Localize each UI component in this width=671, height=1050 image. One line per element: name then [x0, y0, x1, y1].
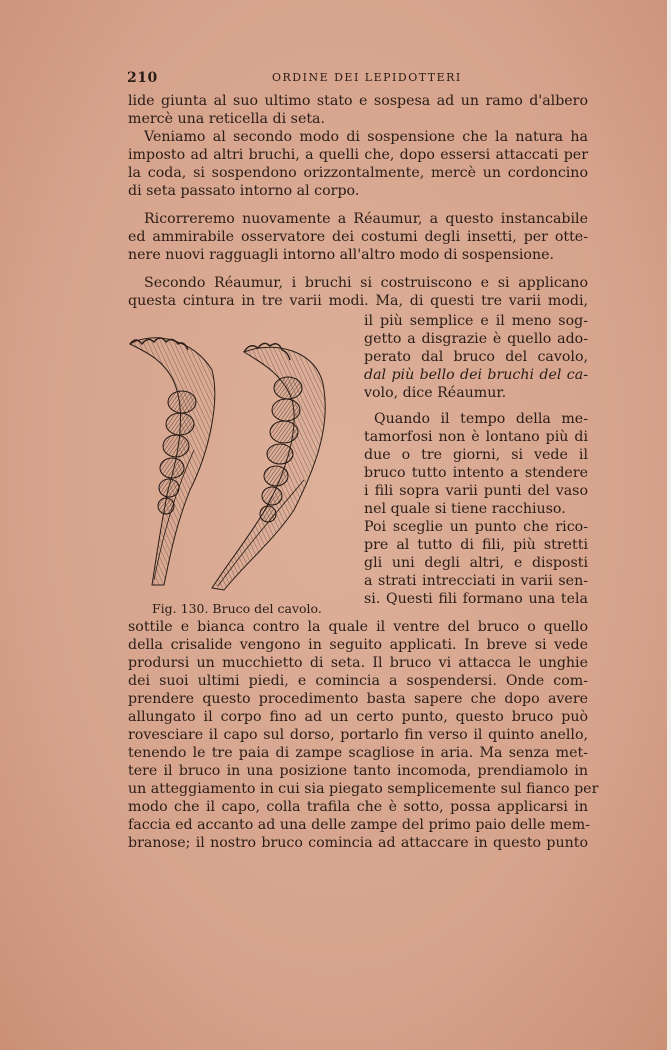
- text-line: branose; il nostro bruco comincia ad attaccare in questo punto: [128, 835, 588, 851]
- text-line: imposto ad altri bruchi, a quelli che, dopo essersi attaccati per: [128, 147, 588, 163]
- text-line: modo che il capo, colla trafila che è sotto, possa applicarsi in: [128, 799, 588, 815]
- text-line: sottile e bianca contro la quale il ventre del bruco o quello: [128, 619, 588, 635]
- text-line: della crisalide vengono in seguito applicati. In breve si vede: [128, 637, 588, 653]
- text-line: Veniamo al secondo modo di sospensione che la natura ha: [144, 129, 588, 145]
- text-line: pre al tutto di fili, più stretti: [364, 537, 588, 553]
- page-number: 210: [127, 70, 158, 86]
- page-edge: [667, 0, 671, 1050]
- text-line: getto a disgrazie è quello ado-: [364, 331, 588, 347]
- text-line: il più semplice e il meno sog-: [364, 313, 588, 329]
- text-line: a strati intrecciati in varii sen-: [364, 573, 588, 589]
- page-header: [127, 70, 587, 90]
- text-line-italic: dal più bello dei bruchi del ca-: [364, 367, 588, 383]
- text-line: Secondo Réaumur, i bruchi si costruiscono e si applicano: [144, 275, 588, 291]
- text-line: dei suoi ultimi piedi, e comincia a sospendersi. Onde com-: [128, 673, 588, 689]
- text-line: i fili sopra varii punti del vaso: [364, 483, 588, 499]
- text-line: nel quale si tiene racchiuso.: [364, 501, 566, 517]
- figure-caption: Fig. 130. Bruco del cavolo.: [152, 601, 322, 616]
- text-line: prendere questo procedimento basta sapere che dopo avere: [128, 691, 588, 707]
- text-line: perato dal bruco del cavolo,: [364, 349, 588, 365]
- text-line: ed ammirabile osservatore dei costumi degli insetti, per otte-: [128, 229, 588, 245]
- text-line: tamorfosi non è lontano più di: [364, 429, 588, 445]
- text-line: questa cintura in tre varii modi. Ma, di questi tre varii modi,: [128, 293, 588, 309]
- text-line: lide giunta al suo ultimo stato e sospesa ad un ramo d'albero: [128, 93, 588, 109]
- running-title: ORDINE DEI LEPIDOTTERI: [272, 71, 462, 84]
- text-line: rovesciare il capo sul dorso, portarlo fin verso il quinto anello,: [128, 727, 588, 743]
- text-line: due o tre giorni, si vede il: [364, 447, 588, 463]
- figure-caterpillar-illustration: [124, 330, 356, 592]
- cabbage-caterpillar-engraving: [124, 330, 356, 592]
- text-line: nere nuovi ragguagli intorno all'altro modo di sospensione.: [128, 247, 554, 263]
- text-line: di seta passato intorno al corpo.: [128, 183, 360, 199]
- text-line: allungato il corpo fino ad un certo punto, questo bruco può: [128, 709, 588, 725]
- text-line: prodursi un mucchietto di seta. Il bruco vi attacca le unghie: [128, 655, 588, 671]
- text-line: tenendo le tre paia di zampe scagliose in aria. Ma senza met-: [128, 745, 588, 761]
- text-line: gli uni degli altri, e disposti: [364, 555, 588, 571]
- text-line: la coda, si sospendono orizzontalmente, mercè un cordoncino: [128, 165, 588, 181]
- text-line: si. Questi fili formano una tela: [364, 591, 588, 607]
- text-line: bruco tutto intento a stendere: [364, 465, 588, 481]
- text-line: faccia ed accanto ad una delle zampe del primo paio delle mem-: [128, 817, 591, 833]
- text-line: Poi sceglie un punto che rico-: [364, 519, 588, 535]
- text-line: Quando il tempo della me-: [374, 411, 588, 427]
- text-line: Ricorreremo nuovamente a Réaumur, a questo instancabile: [144, 211, 588, 227]
- text-line: volo, dice Réaumur.: [364, 385, 507, 401]
- text-line: mercè una reticella di seta.: [128, 111, 326, 127]
- text-line: un atteggiamento in cui sia piegato semplicemente sul fianco per: [128, 781, 599, 797]
- text-line: tere il bruco in una posizione tanto incomoda, prendiamolo in: [128, 763, 588, 779]
